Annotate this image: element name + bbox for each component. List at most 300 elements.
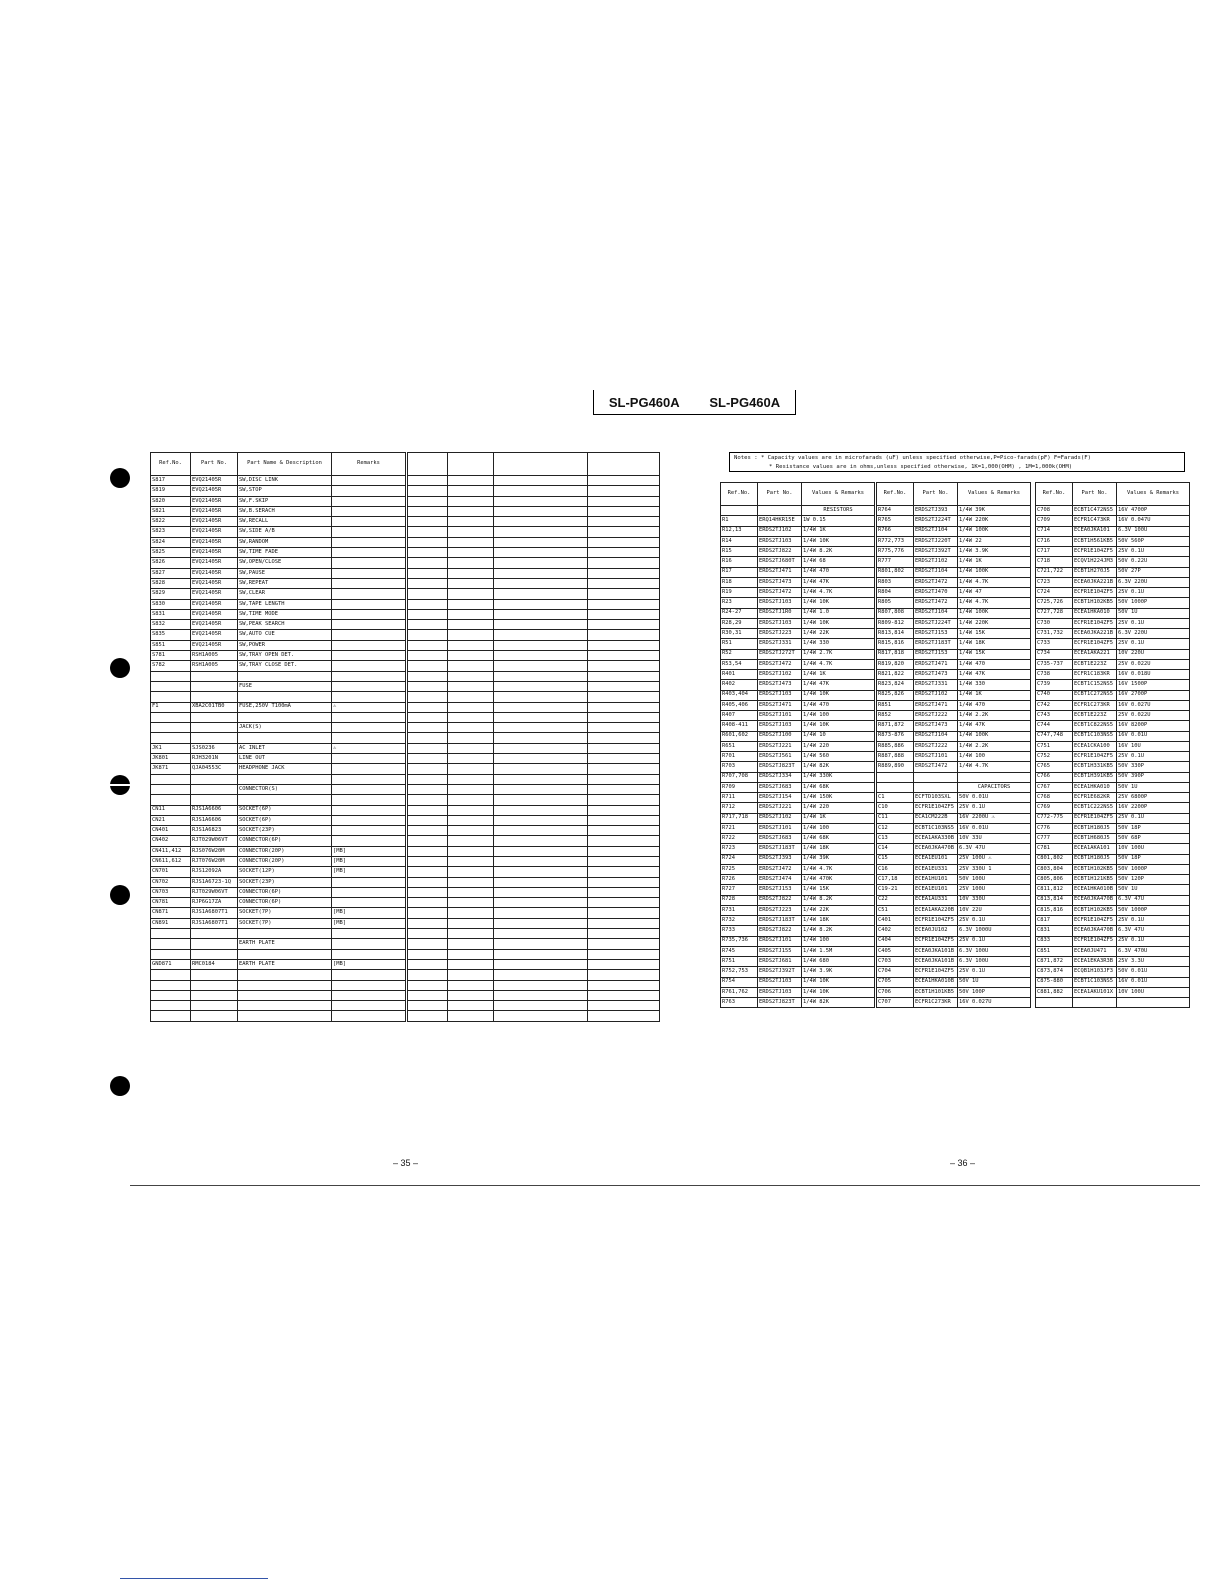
table-cell: C734 [1036,649,1073,659]
table-cell: R851 [877,700,914,710]
table-row [877,506,1031,516]
table-row [151,640,406,650]
table-cell: R751 [721,957,758,967]
binder-hole [110,885,130,905]
table-cell: EVQ21405R [191,568,238,578]
table-cell [332,506,406,516]
table-row [877,782,1031,792]
table-cell: R745 [721,946,758,956]
table-row [151,630,406,640]
table-cell: ERDS2TJ392T [914,547,958,557]
table-row [408,630,660,640]
table-cell [151,1011,191,1021]
table-cell: 1/4W 68 [802,557,875,567]
table-cell [494,651,588,661]
table-cell [588,877,660,887]
table-cell: C831 [1036,926,1073,936]
table-cell: C767 [1036,782,1073,792]
column-header: Values & Remarks [802,483,875,506]
table-cell: 50V 330P [1117,762,1190,772]
table-cell: S820 [151,496,191,506]
table-cell: ERDS2TJ103 [758,987,802,997]
table-cell: R707,708 [721,772,758,782]
table-row [721,567,875,577]
column-header: Part No. [758,483,802,506]
table-row [721,844,875,854]
table-cell [448,712,494,722]
table-cell [191,970,238,980]
table-cell: R1 [721,516,758,526]
table-row [721,721,875,731]
table-cell: RJS12092A [191,867,238,877]
table-cell [408,630,448,640]
table-cell: 1/4W 100 [802,823,875,833]
table-cell: 6.3V 100U [958,957,1031,967]
table-cell: S821 [151,506,191,516]
table-row [408,826,660,836]
table-cell [408,527,448,537]
table-cell: ⚠ [332,702,406,712]
table-cell: R825,826 [877,690,914,700]
table-row [877,618,1031,628]
binder-hole [110,468,130,488]
table-cell: 50V 390P [1117,772,1190,782]
table-cell [408,486,448,496]
table-cell: 50V 1U [1117,608,1190,618]
table-row [1036,567,1190,577]
table-cell [408,702,448,712]
table-cell: S835 [151,630,191,640]
table-cell: CN701 [151,867,191,877]
table-header-row [408,453,660,476]
table-row [408,599,660,609]
table-row [408,712,660,722]
table-cell: 10V 100U [1117,844,1190,854]
table-cell [448,918,494,928]
table-cell [494,506,588,516]
table-row [721,516,875,526]
table-cell: R775,776 [877,547,914,557]
table-row [408,517,660,527]
table-row [721,618,875,628]
table-cell: R717,718 [721,813,758,823]
table-row [408,640,660,650]
table-cell: C14 [877,844,914,854]
table-header-row [721,483,875,506]
table-cell: R873-876 [877,731,914,741]
table-cell [151,671,191,681]
table-row [408,589,660,599]
table-cell [332,640,406,650]
table-row [877,577,1031,587]
table-row [151,959,406,969]
table-cell: ERDS2TJ104 [914,526,958,536]
table-cell: 1/4W 10 [802,731,875,741]
table-cell: ECBT1H180J5 [1073,854,1117,864]
table-cell: 6.3V 47U [1117,926,1190,936]
table-cell: 1/4W 4.7K [802,588,875,598]
table-cell: 1/4W 10K [802,977,875,987]
table-cell: 1/4W 15K [958,629,1031,639]
table-cell: 1/4W 82K [802,762,875,772]
table-cell: ECEA1HKA010 [1073,782,1117,792]
table-cell: ECQB1H103JF3 [1073,967,1117,977]
table-cell: 50V 1U [958,977,1031,987]
table-cell: ECEA1AKA330B [914,834,958,844]
table-row [1036,557,1190,567]
table-cell: 6.3V 47U [1117,895,1190,905]
table-row [877,711,1031,721]
table-row [1036,752,1190,762]
table-cell [494,578,588,588]
table-cell: 16V 0.027U [1117,700,1190,710]
table-row [721,536,875,546]
table-cell: 50V 0.22U [1117,557,1190,567]
table-cell [588,681,660,691]
column-header: Ref.No. [1036,483,1073,506]
table-row [151,805,406,815]
table-cell: 16V 10U [1117,741,1190,751]
table-cell: ERDS2TJ393 [914,506,958,516]
table-cell: ECEA0JKA221B [1073,629,1117,639]
table-cell: SW,CLEAR [238,589,332,599]
table-cell [448,929,494,939]
table-cell [494,949,588,959]
table-cell: 1/4W 470 [802,700,875,710]
table-cell: ERDS2TJ681 [758,957,802,967]
table-cell: S817 [151,476,191,486]
table-row [721,793,875,803]
table-cell: C724 [1036,588,1073,598]
table-cell: ERDS2TJ102 [914,690,958,700]
table-row [877,987,1031,997]
table-cell: 16V 0.027U [958,998,1031,1008]
table-cell [408,826,448,836]
table-cell [408,476,448,486]
table-cell [448,846,494,856]
table-row [151,496,406,506]
table-cell: C51 [877,905,914,915]
table-cell [238,980,332,990]
table-cell [494,486,588,496]
table-header-row [151,453,406,476]
table-cell: R728 [721,895,758,905]
table-cell: S827 [151,568,191,578]
table-cell [494,609,588,619]
table-row [151,754,406,764]
table-cell: ERDS2TJ561 [758,752,802,762]
table-row [877,854,1031,864]
table-cell: ECBT1H180J5 [1073,823,1117,833]
table-row [408,867,660,877]
table-cell: RESISTORS [802,506,875,516]
table-cell [448,1001,494,1011]
table-cell: ERDS2TJ103 [758,977,802,987]
table-cell: RJS1A6723-1Q [191,877,238,887]
table-cell: 50V 0.01U [1117,967,1190,977]
table-cell [408,568,448,578]
table-row [408,877,660,887]
table-row [151,486,406,496]
table-row [408,939,660,949]
table-cell [332,558,406,568]
table-row [408,795,660,805]
table-cell [588,836,660,846]
table-row [1036,905,1190,915]
table-row [151,651,406,661]
table-cell [588,774,660,784]
table-cell: EARTH PLATE [238,959,332,969]
table-cell: C709 [1036,516,1073,526]
table-cell: ERDS2TJ103 [758,536,802,546]
table-row [151,548,406,558]
table-cell: 25V 100U ⚠ [958,854,1031,864]
table-cell: R777 [877,557,914,567]
table-cell: 1/4W 22K [802,629,875,639]
table-cell [588,887,660,897]
table-cell: ERDS2TJ683 [758,834,802,844]
table-cell: ECEA1EU331 [914,864,958,874]
table-cell: ECFR1E104ZF5 [914,916,958,926]
table-cell: XBA2C01TB0 [191,702,238,712]
table-row [721,588,875,598]
table-row [721,803,875,813]
table-cell: ECBT1H102KB5 [1073,905,1117,915]
table-cell: R764 [877,506,914,516]
table-cell: R772,773 [877,536,914,546]
parts-list-table [150,452,406,1022]
table-row [721,967,875,977]
table-cell: S828 [151,578,191,588]
table-cell [588,506,660,516]
table-cell: R765 [877,516,914,526]
table-cell: R16 [721,557,758,567]
table-cell: JK871 [151,764,191,774]
table-cell: R735,736 [721,936,758,946]
table-cell [238,929,332,939]
table-cell [448,548,494,558]
table-cell [448,959,494,969]
table-cell [448,599,494,609]
table-cell: CONNECTOR(6P) [238,898,332,908]
table-cell: SW,B.SERACH [238,506,332,516]
table-cell: ECFR1C473KR [1073,516,1117,526]
table-cell [494,939,588,949]
table-row [151,1011,406,1021]
table-row [151,815,406,825]
table-row [721,670,875,680]
table-row [721,885,875,895]
table-cell [408,620,448,630]
table-header-row [1036,483,1190,506]
table-cell [448,506,494,516]
table-cell: ECFR1C273KR [1073,700,1117,710]
table-cell [588,1011,660,1021]
table-cell: C717 [1036,547,1073,557]
table-cell: EVQ21405R [191,599,238,609]
table-cell: R405,406 [721,700,758,710]
table-cell [448,486,494,496]
table-row [721,659,875,669]
table-cell: QJA04553C [191,764,238,774]
table-cell: 6.3V 47U [958,844,1031,854]
table-row [151,929,406,939]
table-cell [494,836,588,846]
table-row [877,895,1031,905]
table-cell: ERDS2TJ272T [758,649,802,659]
table-row [151,733,406,743]
table-cell: C13 [877,834,914,844]
table-cell: 1/4W 330 [958,680,1031,690]
table-row [151,836,406,846]
table-cell: 1/4W 39K [802,854,875,864]
table-cell: S829 [151,589,191,599]
table-cell [588,578,660,588]
table-cell [191,733,238,743]
table-cell [408,578,448,588]
table-cell: R17 [721,567,758,577]
table-row [151,990,406,1000]
table-cell: ECEA0JKA101 [1073,526,1117,536]
table-header-row [877,483,1031,506]
table-row [1036,957,1190,967]
table-cell: 1/4W 4.7K [802,864,875,874]
table-cell [151,939,191,949]
table-cell: R51 [721,639,758,649]
table-cell: C725,726 [1036,598,1073,608]
table-cell [448,856,494,866]
table-cell: EVQ21405R [191,620,238,630]
table-cell [448,651,494,661]
table-cell [408,599,448,609]
table-row [151,702,406,712]
table-cell [494,970,588,980]
table-cell: R819,820 [877,659,914,669]
table-row [151,826,406,836]
table-cell [494,671,588,681]
table-row [408,764,660,774]
table-cell: SW,POWER [238,640,332,650]
table-cell [408,661,448,671]
table-cell: R727 [721,885,758,895]
table-cell [494,681,588,691]
table-cell [448,630,494,640]
table-row [721,772,875,782]
table-cell [588,692,660,702]
table-row [1036,998,1190,1008]
table-row [1036,772,1190,782]
table-cell [332,609,406,619]
table-cell: ECBT1C103NS5 [1073,731,1117,741]
table-cell [448,867,494,877]
table-cell [494,908,588,918]
table-cell: CONNECTOR(6P) [238,836,332,846]
table-cell [238,692,332,702]
table-cell: R28,29 [721,618,758,628]
table-cell [588,743,660,753]
table-cell: ERDS2TJ103 [758,618,802,628]
table-cell [588,671,660,681]
table-cell [494,599,588,609]
table-cell: ECFR1E104ZF5 [1073,618,1117,628]
table-cell [758,506,802,516]
table-cell [448,568,494,578]
table-cell [494,733,588,743]
table-row [877,700,1031,710]
table-cell: ERDS2TJ472 [914,577,958,587]
table-cell: ECFR1E682KR [1073,793,1117,803]
table-cell: ECEA1AKA221 [1073,649,1117,659]
table-cell: ⚠ [332,743,406,753]
table-cell [588,733,660,743]
binder-hole [110,1076,130,1096]
table-cell [588,970,660,980]
table-cell: ECFR1E104ZF5 [1073,752,1117,762]
table-cell: ERDS2TJ222 [914,711,958,721]
table-cell: ERDS2TJ473 [758,577,802,587]
table-cell: R723 [721,844,758,854]
table-cell [494,959,588,969]
table-row [408,754,660,764]
table-cell: ECEA0JU471 [1073,946,1117,956]
table-row [877,946,1031,956]
table-row [721,936,875,946]
table-row [151,476,406,486]
table-row [151,661,406,671]
table-cell: 25V 0.1U [958,936,1031,946]
table-row [408,651,660,661]
table-cell [238,671,332,681]
table-cell [191,681,238,691]
table-cell: ERDS2TJ154 [758,793,802,803]
table-cell: R703 [721,762,758,772]
table-cell: ERDS2TJ472 [758,659,802,669]
table-cell: R403,404 [721,690,758,700]
table-cell: 1/4W 100K [958,731,1031,741]
table-cell: 1/4W 100K [958,567,1031,577]
table-cell: [MB] [332,856,406,866]
table-cell: C768 [1036,793,1073,803]
table-row [1036,885,1190,895]
table-cell: SW,OPEN/CLOSE [238,558,332,568]
table-row [408,486,660,496]
table-cell: EVQ21405R [191,578,238,588]
table-row [1036,526,1190,536]
table-cell [588,486,660,496]
table-cell [191,949,238,959]
table-cell [588,949,660,959]
table-cell: 1/4W 1.5M [802,946,875,956]
table-row [1036,649,1190,659]
table-row [408,1001,660,1011]
table-cell: ECBT1H102KB5 [1073,598,1117,608]
table-cell: CONNECTOR(S) [238,784,332,794]
table-cell [494,867,588,877]
table-cell: SW,F.SKIP [238,496,332,506]
table-cell [494,537,588,547]
table-cell: 1/4W 15K [958,649,1031,659]
table-row [1036,659,1190,669]
table-row [408,609,660,619]
table-cell: ECBT1C103NS5 [914,823,958,833]
table-cell: CONNECTOR(20P) [238,846,332,856]
table-cell: R18 [721,577,758,587]
table-cell [191,712,238,722]
table-cell [494,568,588,578]
table-cell: ERDS2TJ473 [758,680,802,690]
table-row [408,970,660,980]
table-cell [408,970,448,980]
